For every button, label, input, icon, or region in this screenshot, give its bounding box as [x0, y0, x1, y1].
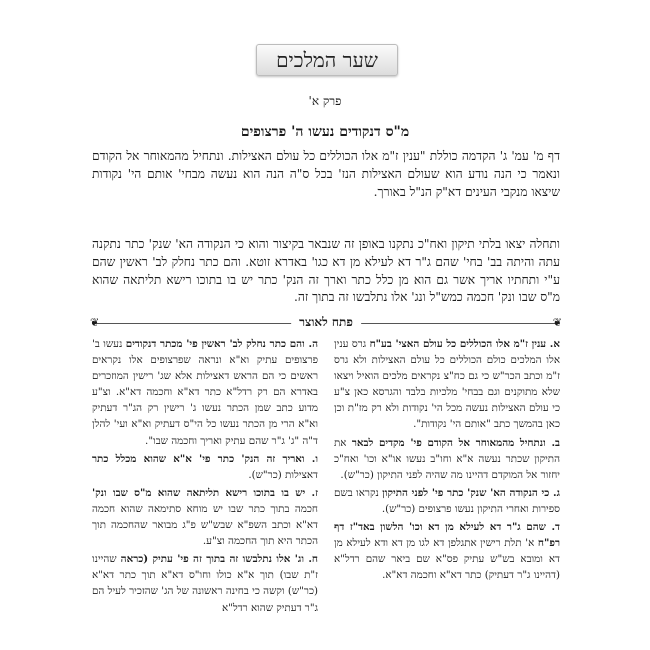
note-lead: ז. יש בו בתוכו רישא תליתאה שהוא מ"ס שבו ונק': [92, 486, 318, 499]
note-text: א' תלת רישין אתגלפן דא לגו מן דא ודא לעילא מן דא ומובא בש"ש עתיק פס"א שם ביאר שהם רדל"א (דהיינו ג"ר דעתיק) כתר דא"א וחכמה דא"א.: [334, 537, 560, 582]
commentary-column-left: [92, 336, 318, 618]
note-lead: ד. שהם ג"ר דא לעילא מן דא וכו' הלשון באד"ז דף רפ"ח: [334, 521, 561, 550]
note-lead: ה. והם כתר נחלק לב' ראשין פי' מכתר דנקודים: [125, 338, 318, 350]
note-text: חכמה בתוך כתר שבו יש מוחא סתימאה שהוא חכמה דא"א וכתב השפ"א שבש"ש פ"ג מבואר שהחכמה תוך הכתר היא תוך החכמה וצ"ע.: [92, 502, 318, 548]
note-lead: ג. כי הנקודה הא' שנק' כתר פי' לפני התיקון: [382, 486, 560, 499]
intro-paragraph-2: ותחלה יצאו בלתי תיקון ואח"כ נתקנו באופן זה שנבאר בקיצור והוא כי הנקודה הא' שנק' כתר נתקנה עתה והיתה בב' בחי' שהם ג"ר דא לעילא מן דא כגו' באדרא זוטא. והם כתר נחלק לב' ראשין שהם ע"י ותחתיו אריך אשר גם הוא מן כלל כתר וארך זה הנק' כתר יש בו בתוכו רישא תליתאה שהוא מ"ס שבו ונק' חכמה כמש"ל ונג' אלו נתלבשו זה בתוך זה.: [92, 237, 560, 305]
note-lead: א. ענין ז"מ אלו הכוללים כל עולם האצי' בע"ח: [369, 338, 560, 350]
section-heading: מ"ס דנקודים נעשו ה' פרצופים: [240, 124, 410, 140]
commentary-title: פתח לאוצר: [291, 315, 361, 330]
commentary-note: [334, 485, 560, 517]
note-text: נקראו בשם ספירות ואחרי התיקון נעשו פרצופים (כר"ש).: [334, 486, 560, 515]
commentary-divider: [92, 316, 560, 330]
note-text: שהיינו ז"ת שבו) תוך א"א כולו וחו"ס דא"א תוך כתר דא"א (כר"ש) וקשה כי בחינה ראשונה של הג' שהזכיר לעיל הם ג"ר דעתיק שהוא רדל"א: [92, 553, 318, 614]
commentary-note: [334, 336, 560, 433]
note-text: גרס ענין אלו המלכים כולם הכוללים כל עולם האצילות ולא גרס ז"מ וכתב הכר"ש כי גם כח"צ נקראים מלכים הואיל ויצאו שלא מתוקנים וגם בבחי' מלכיות בלבד והגרסא כאן צ"ע כי עולם האצילות נעשה מכל הי' נקודות ולא רק מז"ת וכן כאן בהמשך כתב "אותם הי' נקודות".: [334, 338, 560, 431]
commentary-note: [334, 435, 560, 483]
note-text: דאצילות (כר"ש).: [248, 468, 318, 481]
commentary-column-right: [334, 336, 560, 585]
commentary-note: [92, 451, 318, 483]
note-text: את התיקון שכתר נעשה א"א וחו"ב נעשו או"א וכו' ואח"כ יחזור אל המוקדם דהיינו מה שהיה לפני התיקון (כר"ש).: [334, 436, 560, 481]
note-text: נעשו ב' פרצופים עתיק וא"א ונראה שפרצופים אלו נקראים ראשים כי הם הראש דאצילות אלא שג' רישין המוזכרים באדרא הם רק רדל"א כתר דא"א וחכמה דא"א. וצ"ע מדוע כתב שמן הכתר נעשו ג' רישין רק הג"ר דעתיק וא"א הרי מן הכתר נעשו כל הי"ס דעתיק וא"א ועי' להלן ד"ה "ג' ג"ר שהם עתיק ואריך וחכמה שבו".: [92, 338, 318, 447]
ornament-icon: ❦: [552, 316, 562, 329]
note-lead: ח. וג' אלו נתלבשו זה בתוך זה פי' עתיק (כראה: [120, 553, 319, 566]
commentary-note: [92, 485, 318, 549]
commentary-note: [92, 336, 318, 449]
ornament-icon: ❦: [90, 316, 100, 329]
commentary-note: [92, 551, 318, 615]
intro-paragraph-1: דף מ' עמ' ג' הקדמה כוללת "ענין ז"מ אלו הכוללים כל עולם האצילות. ונתחיל מהמאוחר אל הקודם ונאמר כי הנה נודע הוא שעולם האצילות הנז' בכל ס"ה הנה הוא נעשה מבחי' אותם הי' נקודות שיצאו מנקבי העינים דא"ק הנ"ל באורך.: [92, 149, 560, 199]
note-lead: ו. ואריך זה הנק' כתר פי' א"א שהוא מכלל כתר: [92, 452, 318, 465]
note-lead: ב. ונתחיל מהמאוחר אל הקודם פי' מקדים לבאר: [351, 436, 560, 449]
commentary-note: [334, 519, 560, 583]
gate-title: שער המלכים: [256, 44, 398, 76]
chapter-label: פרק א': [308, 94, 342, 108]
